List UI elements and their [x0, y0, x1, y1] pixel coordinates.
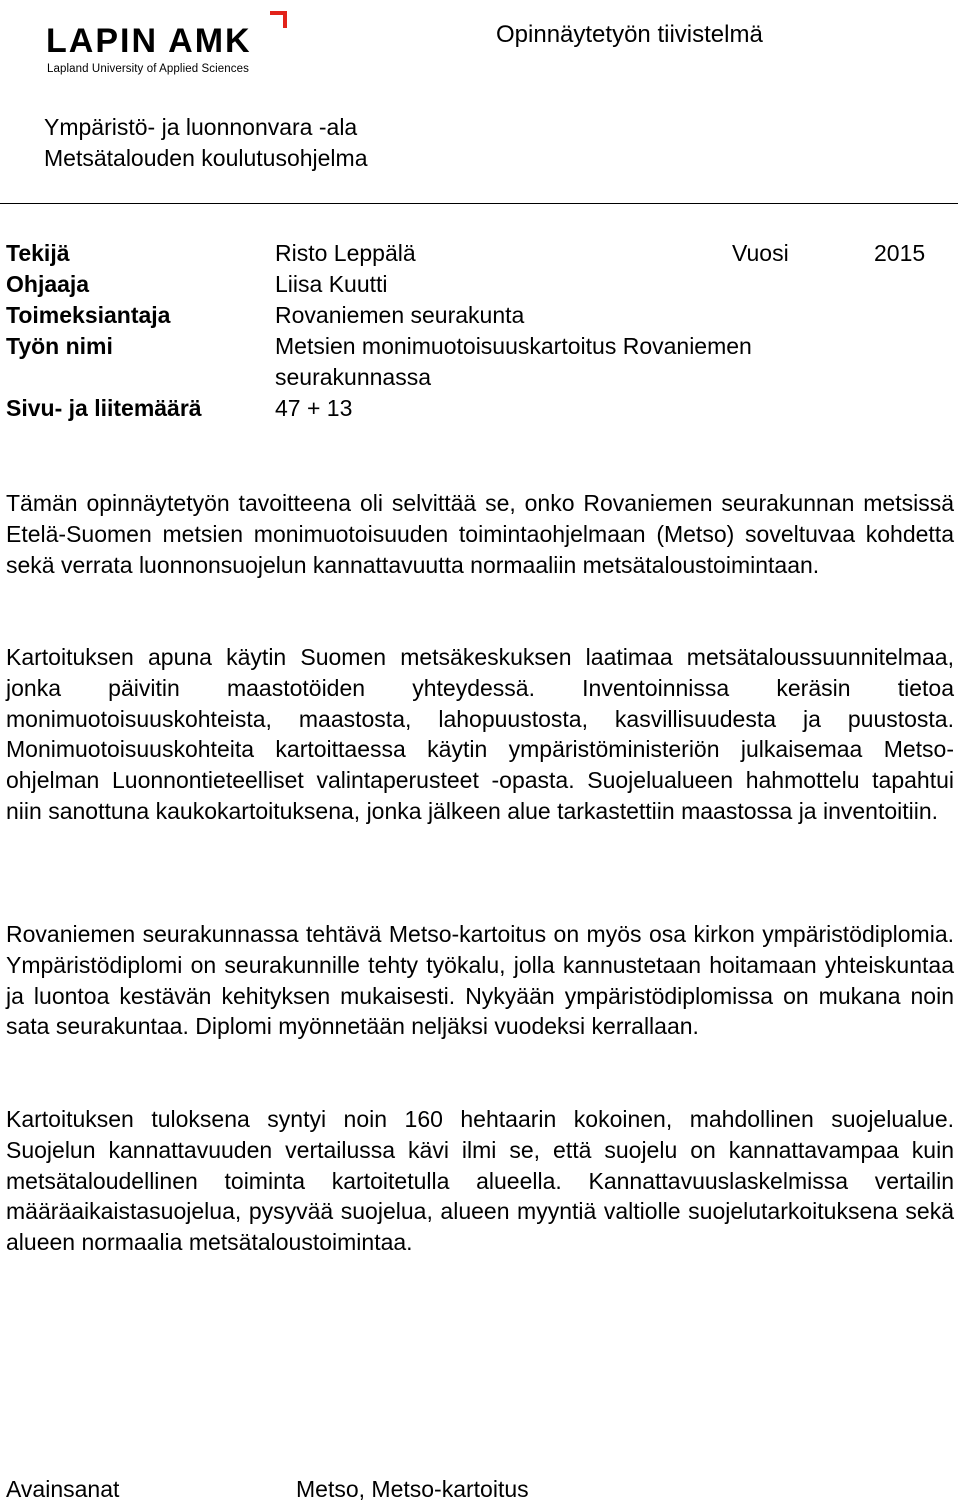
section-divider [0, 203, 958, 204]
supervisor-value: Liisa Kuutti [275, 271, 388, 297]
logo-wordmark: LAPIN AMK [46, 22, 252, 60]
abstract-paragraph-1: Tämän opinnäytetyön tavoitteena oli selvittää se, onko Rovaniemen seurakunnan metsissä Etelä-Suomen metsien monimuotoisuuden toimintaohjelmaan (Metso) soveltuvaa kohdetta sekä verrata luonnonsuojelun kannattavuutta normaaliin metsätaloustoimintaan. [6, 490, 954, 578]
thesis-title-line1: Metsien monimuotoisuuskartoitus Rovaniemen [275, 333, 752, 359]
program-degree: Metsätalouden koulutusohjelma [44, 145, 368, 171]
abstract-paragraph-2: Kartoituksen apuna käytin Suomen metsäkeskuksen laatimaa metsätaloussuunnitelmaa, jonka päivitin maastotöiden yhteydessä. Inventoinnissa keräsin tietoa monimuotoisuuskohteista, maastosta, lahopuustosta, kasvillisuudesta ja puustosta. Monimuotoisuuskohteita kartoittaessa käytin ympäristöministeriön julkaisemaa Metso-ohjelman Luonnontieteelliset valintaperusteet -opasta. Suojelualueen hahmottelu tapahtui niin sanottuna kaukokartoituksena, jonka jälkeen alue tarkastettiin maastossa ja inventoitiin. [6, 644, 954, 824]
pages-value: 47 + 13 [275, 395, 353, 421]
year-value: 2015 [874, 240, 926, 266]
keywords-label: Avainsanat [6, 1476, 120, 1502]
thesis-title-line2: seurakunnassa [275, 364, 431, 390]
abstract-paragraph-4: Kartoituksen tuloksena syntyi noin 160 hehtaarin kokoinen, mahdollinen suojelualue. Suojelun kannattavuuden vertailussa kävi ilmi se, että suojelu on kannattavampaa kuin metsätaloudellinen toiminta kartoitetulla alueella. Kannattavuuslaskelmissa vertailin määräaikaistasuojelua, pysyvää suojelua, alueen myyntiä valtiolle suojelutarkoituksena sekä alueen normaalia metsätaloustoimintaa. [6, 1106, 954, 1256]
lapin-amk-logo [46, 10, 296, 78]
logo-corner-mark-icon [268, 10, 288, 30]
author-value: Risto Leppälä [275, 240, 416, 266]
author-label: Tekijä [6, 240, 70, 266]
commissioner-label: Toimeksiantaja [6, 302, 171, 328]
commissioner-value: Rovaniemen seurakunta [275, 302, 525, 328]
abstract-paragraph-3: Rovaniemen seurakunnassa tehtävä Metso-kartoitus on myös osa kirkon ympäristödiplomia. Ympäristödiplomi on seurakunnille tehty työkalu, jolla kannustetaan hoitamaan yhteiskuntaa ja luontoa kestävän kehityksen mukaisesti. Nykyään ympäristödiplomissa on mukana noin sata seurakuntaa. Diplomi myönnetään neljäksi vuodeksi kerrallaan. [6, 921, 954, 1040]
pages-label: Sivu- ja liitemäärä [6, 395, 202, 421]
year-label: Vuosi [732, 240, 789, 266]
thesis-title-label: Työn nimi [6, 333, 113, 359]
logo-subtitle: Lapland University of Applied Sciences [47, 63, 249, 75]
document-type: Opinnäytetyön tiivistelmä [496, 21, 763, 48]
keywords-value: Metso, Metso-kartoitus [296, 1476, 529, 1502]
supervisor-label: Ohjaaja [6, 271, 90, 297]
program-field: Ympäristö- ja luonnonvara -ala [44, 114, 358, 140]
